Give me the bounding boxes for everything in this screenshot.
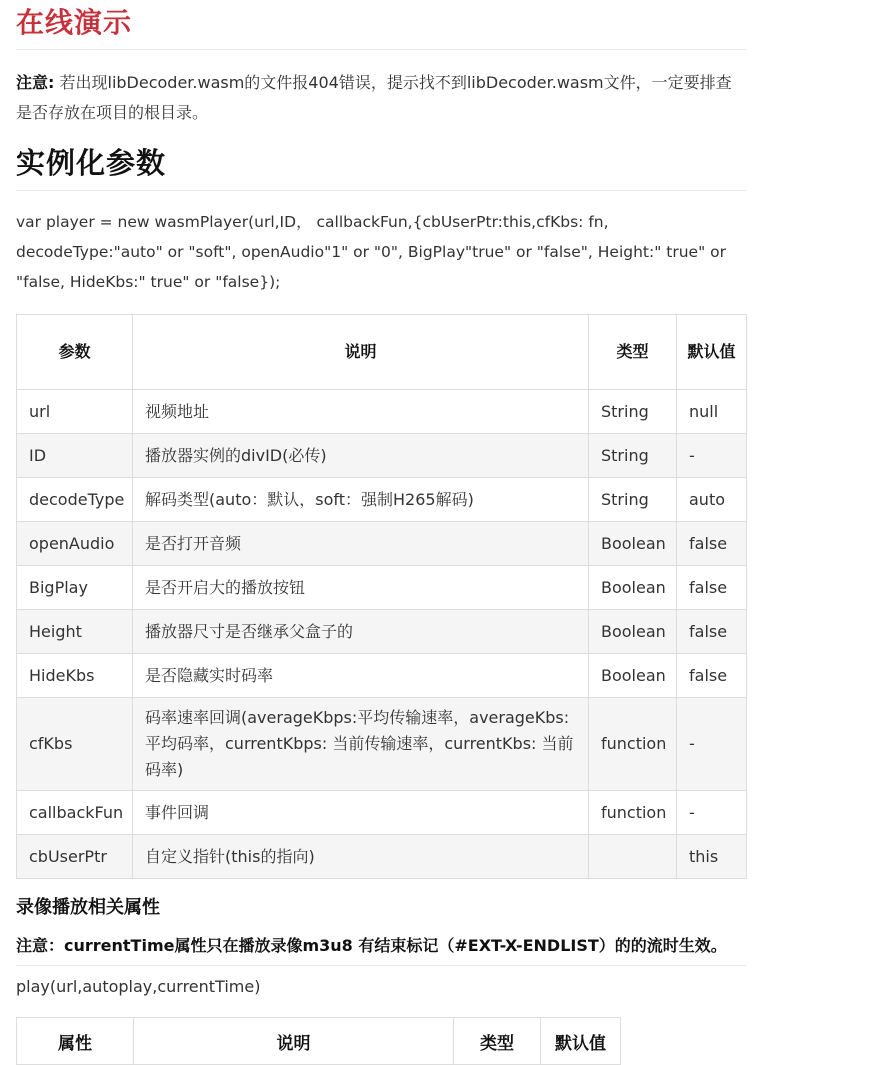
param-default: - <box>677 434 747 478</box>
param-name: Height <box>17 610 133 654</box>
note-text: 若出现libDecoder.wasm的文件报404错误，提示找不到libDecoder.wasm文件，一定要排查是否存放在项目的根目录。 <box>16 73 732 122</box>
play-signature: play(url,autoplay,currentTime) <box>16 977 261 996</box>
param-name: ID <box>17 434 133 478</box>
param-default: false <box>677 610 747 654</box>
table-row <box>17 610 747 654</box>
param-name: BigPlay <box>17 566 133 610</box>
table-row <box>17 791 747 835</box>
document-content <box>16 0 746 1065</box>
param-type: function <box>589 791 677 835</box>
header-desc: 说明 <box>133 315 589 390</box>
demo-note <box>16 68 746 128</box>
param-desc: 码率速率回调(averageKbps:平均传输速率，averageKbs: 平均码率，currentKbps: 当前传输速率，currentKbs: 当前码率) <box>133 698 589 791</box>
instantiate-title: 实例化参数 <box>16 144 746 191</box>
param-type: Boolean <box>589 654 677 698</box>
instantiate-code: var player = new wasmPlayer(url,ID， callbackFun,{cbUserPtr:this,cfKbs: fn, decodeType:"auto" or "soft", openAudio"1" or "0", BigPlay"true" or "false", Height:" true" or "false, HideKbs:" true" or "false}); <box>16 213 727 291</box>
param-type: String <box>589 390 677 434</box>
table-row <box>17 835 747 879</box>
param-desc: 播放器尺寸是否继承父盒子的 <box>133 610 589 654</box>
param-default: - <box>677 698 747 791</box>
table-row <box>17 390 747 434</box>
param-type: String <box>589 478 677 522</box>
attrs-header-row <box>17 1018 621 1065</box>
param-type: function <box>589 698 677 791</box>
param-name: openAudio <box>17 522 133 566</box>
table-row <box>17 698 747 791</box>
param-type: Boolean <box>589 566 677 610</box>
param-default: false <box>677 654 747 698</box>
param-type <box>589 835 677 879</box>
table-row <box>17 434 747 478</box>
header-type: 类型 <box>454 1018 541 1065</box>
param-name: url <box>17 390 133 434</box>
table-row <box>17 522 747 566</box>
param-desc: 是否打开音频 <box>133 522 589 566</box>
param-type: String <box>589 434 677 478</box>
param-desc: 播放器实例的divID(必传) <box>133 434 589 478</box>
param-default: false <box>677 566 747 610</box>
param-default: null <box>677 390 747 434</box>
header-type: 类型 <box>589 315 677 390</box>
playback-title: 录像播放相关属性 <box>16 897 160 918</box>
params-header-row <box>17 315 747 390</box>
param-desc: 是否隐藏实时码率 <box>133 654 589 698</box>
table-row <box>17 566 747 610</box>
params-table <box>16 314 747 879</box>
param-name: cbUserPtr <box>17 835 133 879</box>
playback-note: 注意：currentTime属性只在播放录像m3u8 有结束标记（#EXT-X-ENDLIST）的的流时生效。 <box>16 933 746 966</box>
header-default: 默认值 <box>677 315 747 390</box>
header-attr: 属性 <box>17 1018 134 1065</box>
param-desc: 解码类型(auto：默认，soft：强制H265解码) <box>133 478 589 522</box>
param-desc: 视频地址 <box>133 390 589 434</box>
header-param: 参数 <box>17 315 133 390</box>
note-label: 注意: <box>16 73 55 92</box>
param-desc: 是否开启大的播放按钮 <box>133 566 589 610</box>
param-default: false <box>677 522 747 566</box>
header-desc: 说明 <box>134 1018 454 1065</box>
param-name: cfKbs <box>17 698 133 791</box>
param-default: this <box>677 835 747 879</box>
param-type: Boolean <box>589 610 677 654</box>
param-name: HideKbs <box>17 654 133 698</box>
attrs-table <box>16 1017 621 1065</box>
param-type: Boolean <box>589 522 677 566</box>
header-default: 默认值 <box>541 1018 621 1065</box>
table-row <box>17 654 747 698</box>
param-desc: 事件回调 <box>133 791 589 835</box>
demo-title: 在线演示 <box>16 0 746 50</box>
table-row <box>17 478 747 522</box>
param-name: decodeType <box>17 478 133 522</box>
param-default: - <box>677 791 747 835</box>
param-desc: 自定义指针(this的指向) <box>133 835 589 879</box>
param-default: auto <box>677 478 747 522</box>
param-name: callbackFun <box>17 791 133 835</box>
